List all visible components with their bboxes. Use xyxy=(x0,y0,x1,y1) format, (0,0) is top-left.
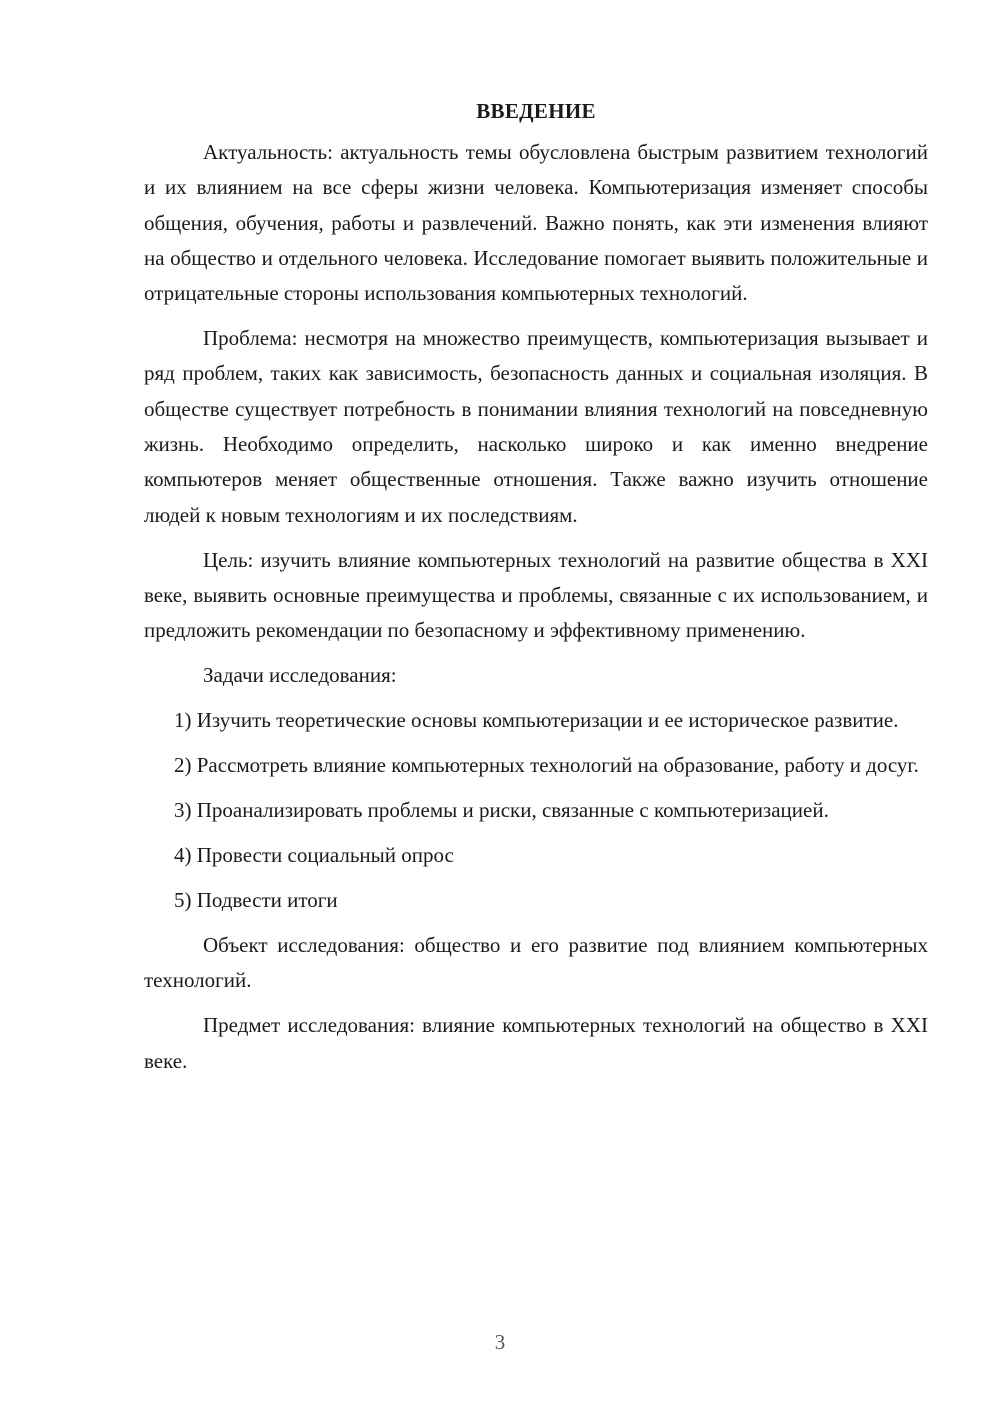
goal-paragraph: Цель: изучить влияние компьютерных технологий на развитие общества в XXI веке, выявить основные преимущества и проблемы, связанные с их использованием, и предложить рекомендации по безопасному и эффективному применению. xyxy=(144,547,928,643)
page-number: 3 xyxy=(494,1330,506,1354)
task-item-4: 4) Провести социальный опрос xyxy=(174,843,454,868)
page-title: ВВЕДЕНИЕ xyxy=(476,99,596,123)
subject-paragraph: Предмет исследования: влияние компьютерных технологий на общество в XXI веке. xyxy=(144,1013,928,1073)
task-item-1: 1) Изучить теоретические основы компьютеризации и ее историческое развитие. xyxy=(174,708,899,733)
document-page xyxy=(144,94,928,1079)
object-paragraph: Объект исследования: общество и его развитие под влиянием компьютерных технологий. xyxy=(144,933,928,993)
problem-paragraph: Проблема: несмотря на множество преимуществ, компьютеризация вызывает и ряд проблем, таких как зависимость, безопасность данных и социальная изоляция. В обществе существует потребность в понимании влияния технологий на повседневную жизнь. Необходимо определить, насколько широко и как именно внедрение компьютеров меняет общественные отношения. Также важно изучить отношение людей к новым технологиям и их последствиям. xyxy=(144,326,928,527)
tasks-heading: Задачи исследования: xyxy=(203,663,397,688)
task-item-5: 5) Подвести итоги xyxy=(174,888,338,913)
task-item-3: 3) Проанализировать проблемы и риски, связанные с компьютеризацией. xyxy=(174,798,829,823)
relevance-paragraph: Актуальность: актуальность темы обусловлена быстрым развитием технологий и их влиянием на все сферы жизни человека. Компьютеризация изменяет способы общения, обучения, работы и развлечений. Важно понять, как эти изменения влияют на общество и отдельного человека. Исследование помогает выявить положительные и отрицательные стороны использования компьютерных технологий. xyxy=(144,140,928,306)
task-item-2: 2) Рассмотреть влияние компьютерных технологий на образование, работу и досуг. xyxy=(174,753,919,778)
